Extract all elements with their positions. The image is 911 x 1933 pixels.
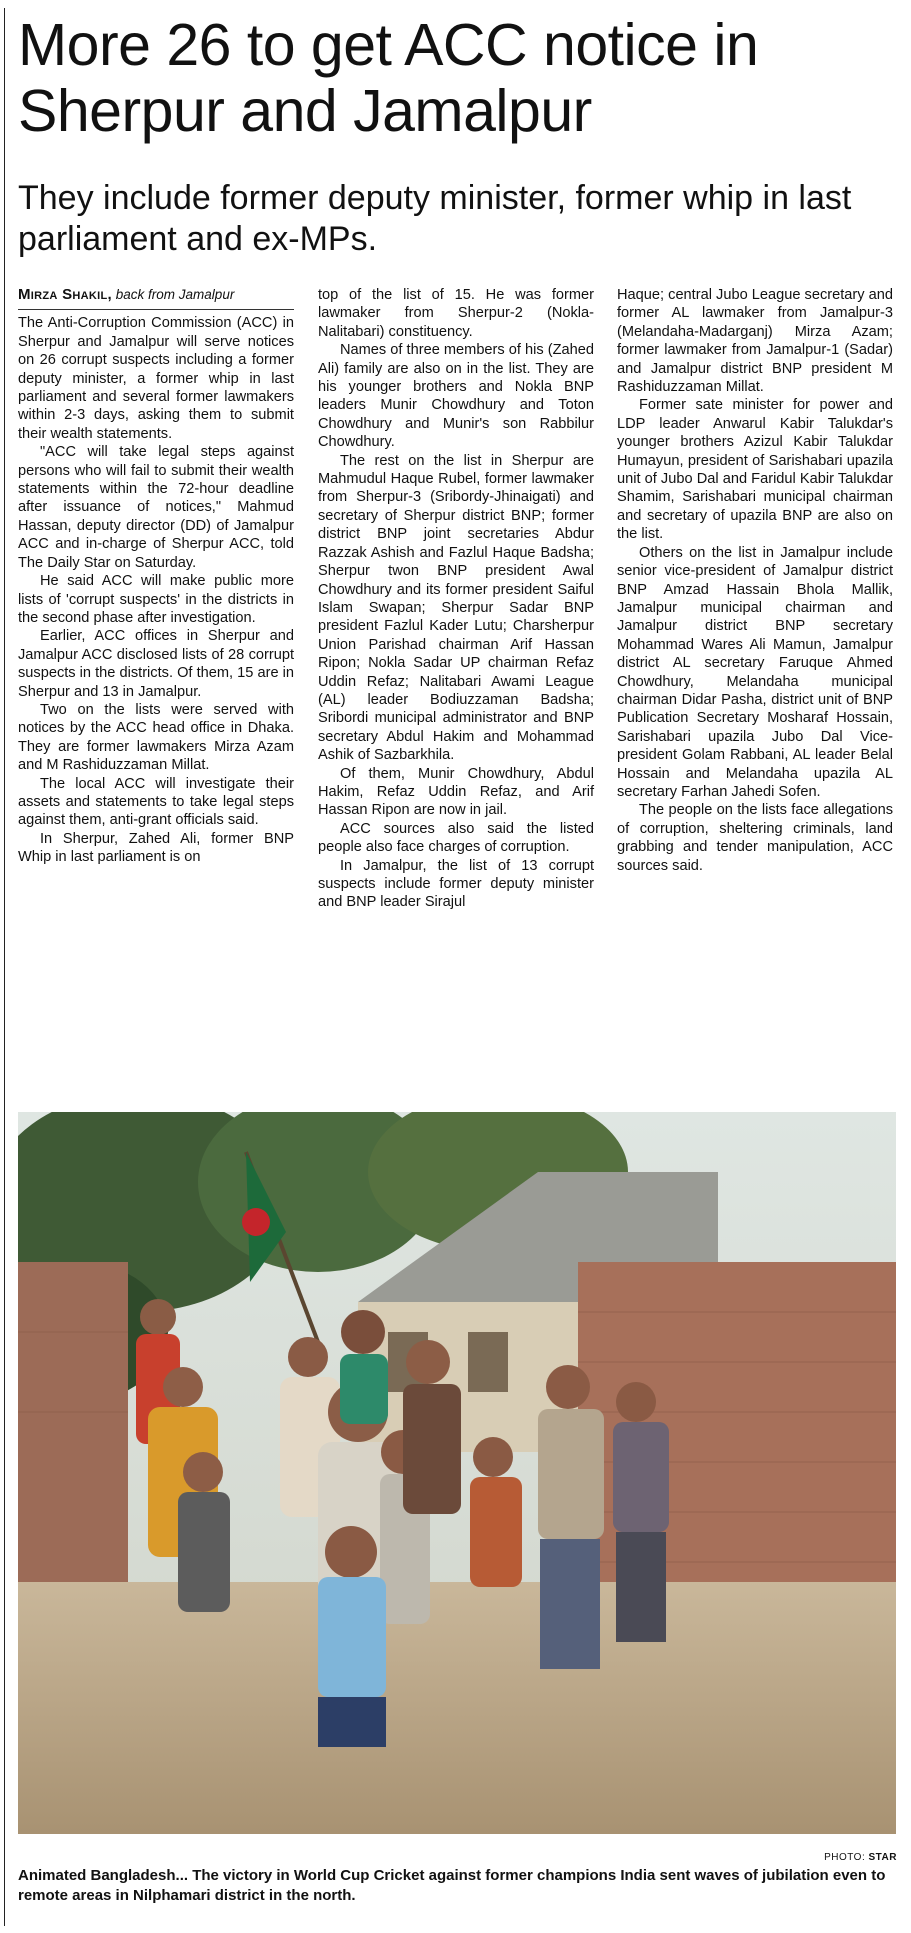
paragraph: top of the list of 15. He was former lawmaker from Sherpur-2 (Nokla-Nalitabari) constituency.: [318, 287, 594, 340]
article-column-2: [318, 286, 594, 912]
paragraph: "ACC will take legal steps against persons who will fail to submit their wealth statements within the 72-hour deadline after issuance of notices," Mahmud Hassan, deputy director (DD) of Jamalpur ACC and in-charge of Sherpur ACC, told The Daily Star on Saturday.: [18, 444, 294, 571]
paragraph: In Sherpur, Zahed Ali, former BNP Whip in last parliament is on: [18, 830, 294, 866]
headline: More 26 to get ACC notice in Sherpur and Jamalpur: [18, 12, 759, 144]
byline-name: Mirza Shakil,: [18, 286, 113, 303]
photo-credit-source: STAR: [868, 1852, 897, 1863]
article-column-1: [18, 286, 294, 867]
paragraph: ACC sources also said the listed people also face charges of corruption.: [318, 820, 594, 856]
paragraph: The people on the lists face allegations of corruption, sheltering criminals, land grabbing and tender manipulation, ACC sources said.: [617, 802, 893, 874]
news-photo: [18, 1112, 896, 1834]
paragraph: The Anti-Corruption Commission (ACC) in Sherpur and Jamalpur will serve notices on 26 corrupt suspects including a former deputy minister, a former whip in last parliament and several former lawmakers within 2-3 days, asking them to submit their wealth statements.: [18, 315, 294, 442]
paragraph: Earlier, ACC offices in Sherpur and Jamalpur ACC disclosed lists of 28 corrupt suspects in the districts. Of them, 15 are in Sherpur and 13 in Jamalpur.: [18, 628, 294, 700]
paragraph: Of them, Munir Chowdhury, Abdul Hakim, Refaz Uddin Refaz, and Arif Hassan Ripon are now in jail.: [318, 765, 594, 819]
paragraph: Two on the lists were served with notices by the ACC head office in Dhaka. They are former lawmakers Mirza Azam and M Rashiduzzaman Millat.: [18, 701, 294, 774]
paragraph: The local ACC will investigate their assets and statements to take legal steps against them, anti-grant officials said.: [18, 775, 294, 829]
paragraph: Haque; central Jubo League secretary and former AL lawmaker from Jamalpur-3 (Melandaha-Madarganj) Mirza Azam; former lawmaker from Jamalpur-1 (Sadar) and Jamalpur district BNP president M Rashiduzzaman Millat.: [617, 287, 893, 396]
photo-credit: [824, 1852, 897, 1863]
subheadline: They include former deputy minister, former whip in last parliament and ex-MPs.: [18, 179, 852, 258]
photo-illustration: [18, 1112, 896, 1834]
paragraph: Former sate minister for power and LDP leader Anwarul Kabir Talukdar's younger brothers Azizul Kabir Talukdar Humayun, president of Sarishabari upazila unit of Jubo Dal and Faridul Kabir Talukdar Shamim, Sarishabari municipal chairman and secretary of upazila BNP are also on the list.: [617, 397, 893, 543]
paragraph: Others on the list in Jamalpur include senior vice-president of Jamalpur district BNP Amzad Hassain Bhola Mallik, Jamalpur municipal chairman and Jamalpur district BNP secretary Mohammad Wares Ali Mamun, Jamalpur district AL secretary Faruque Ahmed Chowdhury, Melandaha municipal chairman Didar Pasha, district unit of BNP Publication Secretary Mosharaf Hossain, Sarishabari upazila Jubo Dal Vice-president Golam Rabbani, AL leader Belal Hossain and Melandaha upazila AL secretary Farhan Jahedi Sofen.: [617, 544, 893, 800]
byline-location: back from Jamalpur: [115, 287, 235, 302]
paragraph: Names of three members of his (Zahed Ali) family are also on in the list. They are his younger brothers and Nokla BNP leaders Munir Chowdhury and Toton Chowdhury and Munir's son Rabbilur Chowdhury.: [318, 342, 594, 451]
left-column-rule: [4, 8, 5, 1926]
photo-credit-label: PHOTO:: [824, 1852, 866, 1863]
byline: [18, 286, 294, 310]
paragraph: The rest on the list in Sherpur are Mahmudul Haque Rubel, former lawmaker from Sherpur-3 (Sribordy-Jhinaigati) and secretary of Sherpur district BNP; former district BNP joint secretaries Abdur Razzak Ashish and Fazlul Haque Badsha; Sherpur twon BNP president Awal Chowdhury and its former president Saiful Islam Swapan; Sherpur Sadar BNP president Fazlul Kader Lutu; Charsherpur Union Parishad chairman Arif Hassan Ripon; Nokla Sadar UP chairman Refaz Uddin Refaz; Nalitabari Awami League (AL) leader Bodiuzzaman Badsha; Sribordi municipal administrator and BNP secretary Abdul Hakim and Mohammad Ashik of Sazbarkhila.: [318, 452, 594, 764]
paragraph: He said ACC will make public more lists of 'corrupt suspects' in the districts in the second phase after investigation.: [18, 573, 294, 626]
article-column-3: [617, 286, 893, 875]
paragraph: In Jamalpur, the list of 13 corrupt suspects include former deputy minister and BNP leader Sirajul: [318, 857, 594, 911]
photo-caption: Animated Bangladesh... The victory in World Cup Cricket against former champions India sent waves of jubilation even to remote areas in Nilphamari district in the north.: [18, 1867, 886, 1904]
